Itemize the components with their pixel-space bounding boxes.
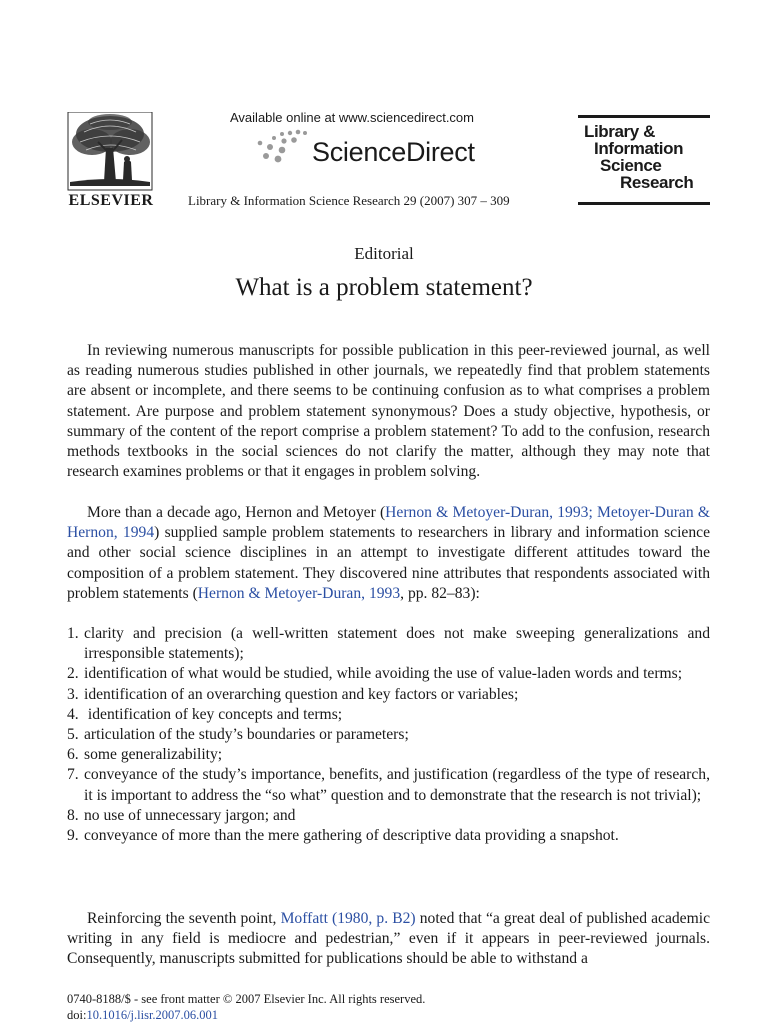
journal-citation: Library & Information Science Research 29 (2007) 307 – 309 (188, 193, 510, 208)
elsevier-tree-logo-icon (64, 112, 156, 194)
list-item (67, 745, 710, 765)
list-number: 4. (67, 705, 79, 723)
sciencedirect-dots-icon (252, 128, 312, 166)
list-item-text: conveyance of more than the mere gathering of descriptive data providing a snapshot. (84, 827, 619, 845)
journal-logo-top-rule (578, 115, 710, 118)
list-number: 8. (67, 806, 79, 824)
citation-link[interactable]: Hernon & Metoyer-Duran, 1993; Metoyer-Duran & Hernon, 1994 (67, 504, 710, 542)
list-number: 3. (67, 685, 79, 703)
list-item (67, 624, 710, 664)
available-online-text[interactable]: Available online at www.sciencedirect.com (230, 110, 474, 125)
paragraph-text: noted that “a great deal of published academic writing in any field is mediocre and pedestrian,” even if it appears in peer-reviewed journals. Consequently, manuscripts submitted for publications should be able to withstand a (67, 910, 710, 968)
journal-logo-line: Information (594, 139, 684, 158)
list-item (67, 664, 710, 684)
list-item-text: identification of what would be studied, while avoiding the use of value-laden words and terms; (84, 665, 683, 683)
paragraph-text: ) supplied sample problem statements to researchers in library and information science and other social science disciplines in an attempt to investigate different attitudes toward the composition of a problem statement. They discovered nine attributes that respondents associated with problem statements ( (67, 524, 710, 602)
journal-logo-bottom-rule (578, 202, 710, 205)
copyright-line: 0740-8188/$ - see front matter © 2007 Elsevier Inc. All rights reserved. (67, 992, 426, 1006)
paragraph-text: More than a decade ago, Hernon and Metoyer ( (87, 504, 386, 521)
section-label: Editorial (354, 244, 414, 263)
paragraph-text: , pp. 82–83): (400, 584, 480, 602)
citation-link[interactable]: Moffatt (1980, p. B2) (280, 910, 416, 927)
journal-logo (584, 123, 714, 191)
list-item (67, 765, 710, 805)
list-item (67, 685, 710, 705)
list-item-text: clarity and precision (a well-written statement does not make sweeping generalizations and irresponsible statements); (84, 625, 710, 663)
list-item-text: identification of key concepts and terms; (84, 705, 343, 723)
list-item-text: conveyance of the study’s importance, benefits, and justification (regardless of the type of research, it is important to address the “so what” question and to demonstrate that the research is not trivial); (84, 766, 710, 804)
attributes-list (67, 624, 710, 846)
list-number: 2. (67, 665, 79, 683)
list-item (67, 705, 710, 725)
list-item (67, 725, 710, 745)
sciencedirect-logo-text: ScienceDirect (312, 137, 475, 167)
doi-line (67, 1007, 218, 1023)
list-item-text: identification of an overarching question and key factors or variables; (84, 685, 519, 703)
list-number: 7. (67, 766, 79, 784)
list-item-text: some generalizability; (84, 746, 223, 764)
list-item (67, 806, 710, 826)
paragraph-intro: In reviewing numerous manuscripts for possible publication in this peer-reviewed journal, as well as reading numerous studies published in other journals, we repeatedly find that problem statements are absent or incomplete, and there seems to be continuing confusion as to what comprises a problem statement. Are purpose and problem statement synonymous? Does a study objective, hypothesis, or summary of the content of the report comprise a problem statement? To add to the confusion, research methods textbooks in the social sciences do not clarify the matter, although they may note that research examines problems or that it engages in problem solving. (67, 342, 710, 481)
list-item-text: articulation of the study’s boundaries or parameters; (84, 726, 409, 744)
list-number: 6. (67, 746, 79, 764)
list-number: 1. (67, 625, 79, 642)
article-title: What is a problem statement? (235, 274, 533, 301)
journal-logo-line: Research (620, 173, 694, 192)
paragraph-moffatt (67, 909, 710, 970)
journal-logo-line: Science (600, 156, 662, 175)
list-item (67, 826, 710, 846)
citation-link[interactable]: Hernon & Metoyer-Duran, 1993 (197, 584, 401, 602)
doi-prefix: doi: (67, 1008, 87, 1022)
list-item-text: no use of unnecessary jargon; and (84, 806, 296, 824)
paragraph-background (67, 503, 710, 604)
doi-link[interactable]: 10.1016/j.lisr.2007.06.001 (86, 1008, 219, 1022)
list-number: 5. (67, 726, 79, 744)
list-number: 9. (67, 827, 79, 845)
journal-logo-line: Library & (584, 122, 656, 141)
paragraph-text: Reinforcing the seventh point, (87, 910, 281, 927)
publisher-name: ELSEVIER (68, 192, 154, 209)
